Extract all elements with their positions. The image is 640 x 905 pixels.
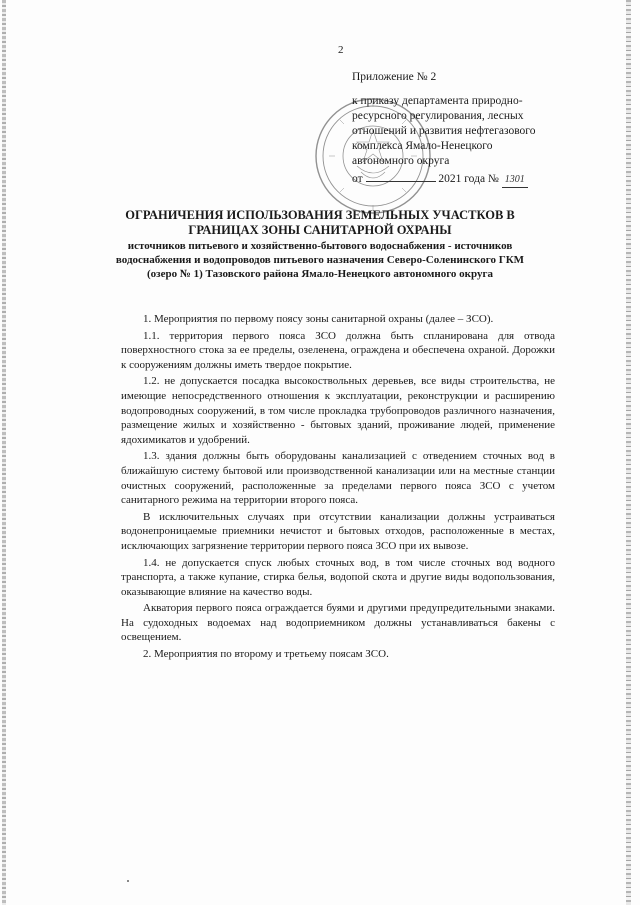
page-number: 2 (338, 44, 344, 56)
order-number: 1301 (502, 172, 528, 188)
document-body (121, 312, 555, 664)
title-subtitle: источников питьевого и хозяйственно-бытового водоснабжения - источников водоснабжения и водопроводов питьевого назначения Северо-Соленинского ГКМ (озеро № 1) Тазовского района Ямало-Ненецкого автономного округа (115, 240, 525, 280)
appendix-line: отношений и развития нефтегазового (352, 125, 536, 137)
appendix-line: автономного округа (352, 155, 450, 167)
scan-edge-left (2, 0, 6, 905)
appendix-line: комплекса Ямало-Ненецкого (352, 140, 493, 152)
paragraph: 2. Мероприятия по второму и третьему поясам ЗСО. (143, 648, 389, 661)
order-date-line (352, 170, 592, 188)
appendix-header (352, 70, 592, 188)
scan-speck (127, 880, 129, 882)
paragraph: 1.3. здания должны быть оборудованы канализацией с отведением сточных вод в ближайшую систему бытовой или производственной канализации или на местные станции очистных сооружений, расположенные за пределами первого пояса ЗСО с учетом санитарного режима на территории второго пояса. (121, 450, 555, 507)
date-prefix: от (352, 173, 363, 185)
paragraph: В исключительных случаях при отсутствии канализации должны устраиваться водонепроницаемые приемники нечистот и бытовых отходов, расположенные в местах, исключающих загрязнение территории первого пояса ЗСО при их вывозе. (121, 510, 555, 552)
paragraph: Акватория первого пояса ограждается буями и другими предупредительными знаками. На судоходных водоемах над водоприемником должны устанавливаться бакены с освещением. (121, 602, 555, 644)
appendix-label: Приложение № 2 (352, 71, 437, 83)
appendix-line: к приказу департамента природно- (352, 95, 523, 107)
paragraph: 1.2. не допускается посадка высокоствольных деревьев, все виды строительства, не имеющие непосредственного отношения к эксплуатации, реконструкции и расширению водопроводных сооружений, в том числе прокладка трубопроводов различного назначения, размещение жилых и хозяйственно - бытовых зданий, проживание людей, применение ядохимикатов и удобрений. (121, 375, 555, 446)
appendix-line: ресурсного регулирования, лесных (352, 110, 524, 122)
date-suffix: 2021 года № (438, 173, 499, 185)
scan-edge-right (626, 0, 631, 905)
document-title (110, 208, 530, 281)
paragraph: 1.4. не допускается спуск любых сточных вод, в том числе сточных вод водного транспорта, а также купание, стирка белья, водопой скота и другие виды водопользования, оказывающие влияние на качество воды. (121, 556, 555, 598)
paragraph: 1. Мероприятия по первому поясу зоны санитарной охраны (далее – ЗСО). (143, 313, 494, 325)
title-main: ОГРАНИЧЕНИЯ ИСПОЛЬЗОВАНИЯ ЗЕМЕЛЬНЫХ УЧАСТКОВ В ГРАНИЦАХ ЗОНЫ САНИТАРНОЙ ОХРАНЫ (125, 208, 515, 237)
date-blank (366, 170, 436, 182)
paragraph: 1.1. территория первого пояса ЗСО должна быть спланирована для отвода поверхностного стока за ее пределы, озеленена, ограждена и обеспечена охраной. Дорожки к сооружениям должны иметь твердое покрытие. (121, 329, 555, 371)
